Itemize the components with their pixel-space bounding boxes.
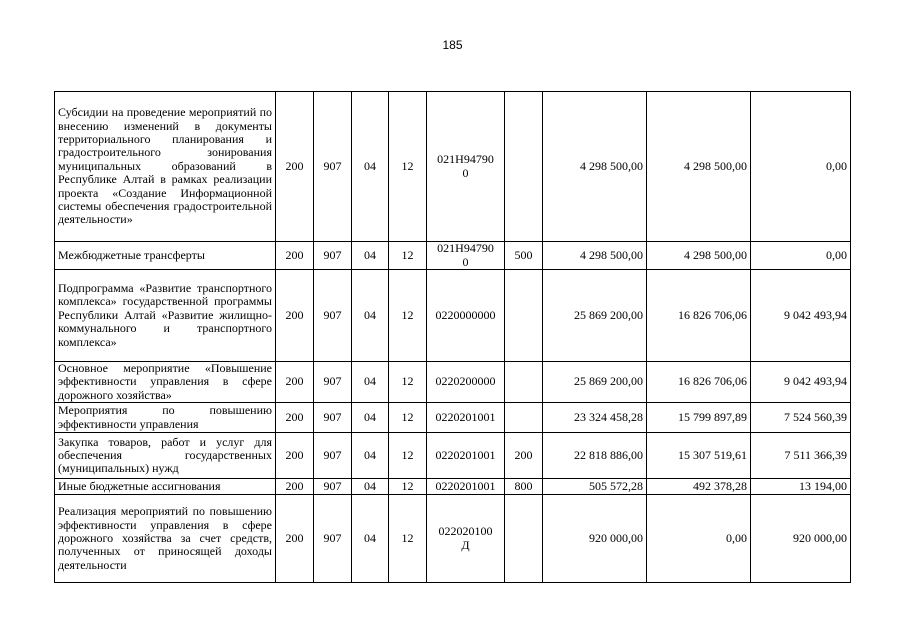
expense-type-cell: 200 bbox=[505, 433, 543, 479]
col-3-cell: 04 bbox=[352, 242, 389, 270]
col-2-cell: 907 bbox=[314, 270, 352, 362]
table-row bbox=[55, 495, 851, 583]
table-row bbox=[55, 479, 851, 495]
table-row bbox=[55, 403, 851, 433]
amount-1-cell: 23 324 458,28 bbox=[543, 403, 647, 433]
col-2-cell: 907 bbox=[314, 362, 352, 403]
target-code-cell: 0220201001 bbox=[427, 403, 505, 433]
col-4-cell: 12 bbox=[389, 479, 427, 495]
budget-table bbox=[54, 91, 851, 583]
row-name-cell: Реализация мероприятий по повышению эффективности управления в сфере дорожного хозяйства за счет средств, полученных от приносящей доходы деятельности bbox=[55, 495, 276, 583]
col-1-cell: 200 bbox=[276, 479, 314, 495]
target-code-cell: 0220201001 bbox=[427, 433, 505, 479]
expense-type-cell: 800 bbox=[505, 479, 543, 495]
target-code-cell: 021Н94790 0 bbox=[427, 92, 505, 242]
col-1-cell: 200 bbox=[276, 362, 314, 403]
expense-type-cell bbox=[505, 495, 543, 583]
col-3-cell: 04 bbox=[352, 362, 389, 403]
amount-3-cell: 9 042 493,94 bbox=[751, 270, 851, 362]
col-3-cell: 04 bbox=[352, 92, 389, 242]
expense-type-cell bbox=[505, 362, 543, 403]
amount-1-cell: 4 298 500,00 bbox=[543, 92, 647, 242]
amount-3-cell: 0,00 bbox=[751, 242, 851, 270]
amount-2-cell: 15 307 519,61 bbox=[647, 433, 751, 479]
target-code-cell: 021Н94790 0 bbox=[427, 242, 505, 270]
page-number: 185 bbox=[442, 38, 463, 52]
col-2-cell: 907 bbox=[314, 433, 352, 479]
row-name-cell: Межбюджетные трансферты bbox=[55, 242, 276, 270]
target-code-cell: 0220200000 bbox=[427, 362, 505, 403]
amount-1-cell: 505 572,28 bbox=[543, 479, 647, 495]
col-1-cell: 200 bbox=[276, 403, 314, 433]
target-code-cell: 0220000000 bbox=[427, 270, 505, 362]
col-4-cell: 12 bbox=[389, 495, 427, 583]
amount-2-cell: 0,00 bbox=[647, 495, 751, 583]
table-row bbox=[55, 362, 851, 403]
amount-1-cell: 4 298 500,00 bbox=[543, 242, 647, 270]
row-name-cell: Основное мероприятие «Повышение эффективности управления в сфере дорожного хозяйства» bbox=[55, 362, 276, 403]
col-1-cell: 200 bbox=[276, 242, 314, 270]
col-3-cell: 04 bbox=[352, 433, 389, 479]
col-1-cell: 200 bbox=[276, 433, 314, 479]
amount-1-cell: 25 869 200,00 bbox=[543, 362, 647, 403]
amount-3-cell: 13 194,00 bbox=[751, 479, 851, 495]
table-body bbox=[55, 92, 851, 583]
col-3-cell: 04 bbox=[352, 270, 389, 362]
col-2-cell: 907 bbox=[314, 495, 352, 583]
col-3-cell: 04 bbox=[352, 495, 389, 583]
col-4-cell: 12 bbox=[389, 92, 427, 242]
row-name-cell: Субсидии на проведение мероприятий по внесению изменений в документы территориального планирования и градостроительного зонирования муниципальных образований в Республике Алтай в рамках реализации проекта «Создание Информационной системы обеспечения градостроительной деятельности» bbox=[55, 92, 276, 242]
amount-1-cell: 22 818 886,00 bbox=[543, 433, 647, 479]
target-code-cell: 022020100 Д bbox=[427, 495, 505, 583]
col-4-cell: 12 bbox=[389, 270, 427, 362]
table-row bbox=[55, 270, 851, 362]
amount-2-cell: 492 378,28 bbox=[647, 479, 751, 495]
expense-type-cell bbox=[505, 270, 543, 362]
expense-type-cell bbox=[505, 92, 543, 242]
col-2-cell: 907 bbox=[314, 403, 352, 433]
amount-2-cell: 16 826 706,06 bbox=[647, 362, 751, 403]
table-row bbox=[55, 92, 851, 242]
col-4-cell: 12 bbox=[389, 433, 427, 479]
col-3-cell: 04 bbox=[352, 479, 389, 495]
amount-3-cell: 7 511 366,39 bbox=[751, 433, 851, 479]
col-2-cell: 907 bbox=[314, 479, 352, 495]
col-1-cell: 200 bbox=[276, 270, 314, 362]
col-2-cell: 907 bbox=[314, 242, 352, 270]
amount-3-cell: 920 000,00 bbox=[751, 495, 851, 583]
col-1-cell: 200 bbox=[276, 92, 314, 242]
col-2-cell: 907 bbox=[314, 92, 352, 242]
table-row bbox=[55, 242, 851, 270]
amount-2-cell: 4 298 500,00 bbox=[647, 242, 751, 270]
row-name-cell: Мероприятия по повышению эффективности управления bbox=[55, 403, 276, 433]
col-1-cell: 200 bbox=[276, 495, 314, 583]
expense-type-cell bbox=[505, 403, 543, 433]
col-3-cell: 04 bbox=[352, 403, 389, 433]
amount-3-cell: 0,00 bbox=[751, 92, 851, 242]
amount-2-cell: 15 799 897,89 bbox=[647, 403, 751, 433]
amount-2-cell: 4 298 500,00 bbox=[647, 92, 751, 242]
amount-2-cell: 16 826 706,06 bbox=[647, 270, 751, 362]
col-4-cell: 12 bbox=[389, 362, 427, 403]
col-4-cell: 12 bbox=[389, 242, 427, 270]
col-4-cell: 12 bbox=[389, 403, 427, 433]
row-name-cell: Подпрограмма «Развитие транспортного комплекса» государственной программы Республики Алтай «Развитие жилищно-коммунального и транспортного комплекса» bbox=[55, 270, 276, 362]
row-name-cell: Закупка товаров, работ и услуг для обеспечения государственных (муниципальных) нужд bbox=[55, 433, 276, 479]
row-name-cell: Иные бюджетные ассигнования bbox=[55, 479, 276, 495]
amount-1-cell: 920 000,00 bbox=[543, 495, 647, 583]
amount-3-cell: 9 042 493,94 bbox=[751, 362, 851, 403]
table-row bbox=[55, 433, 851, 479]
target-code-cell: 0220201001 bbox=[427, 479, 505, 495]
amount-3-cell: 7 524 560,39 bbox=[751, 403, 851, 433]
amount-1-cell: 25 869 200,00 bbox=[543, 270, 647, 362]
expense-type-cell: 500 bbox=[505, 242, 543, 270]
